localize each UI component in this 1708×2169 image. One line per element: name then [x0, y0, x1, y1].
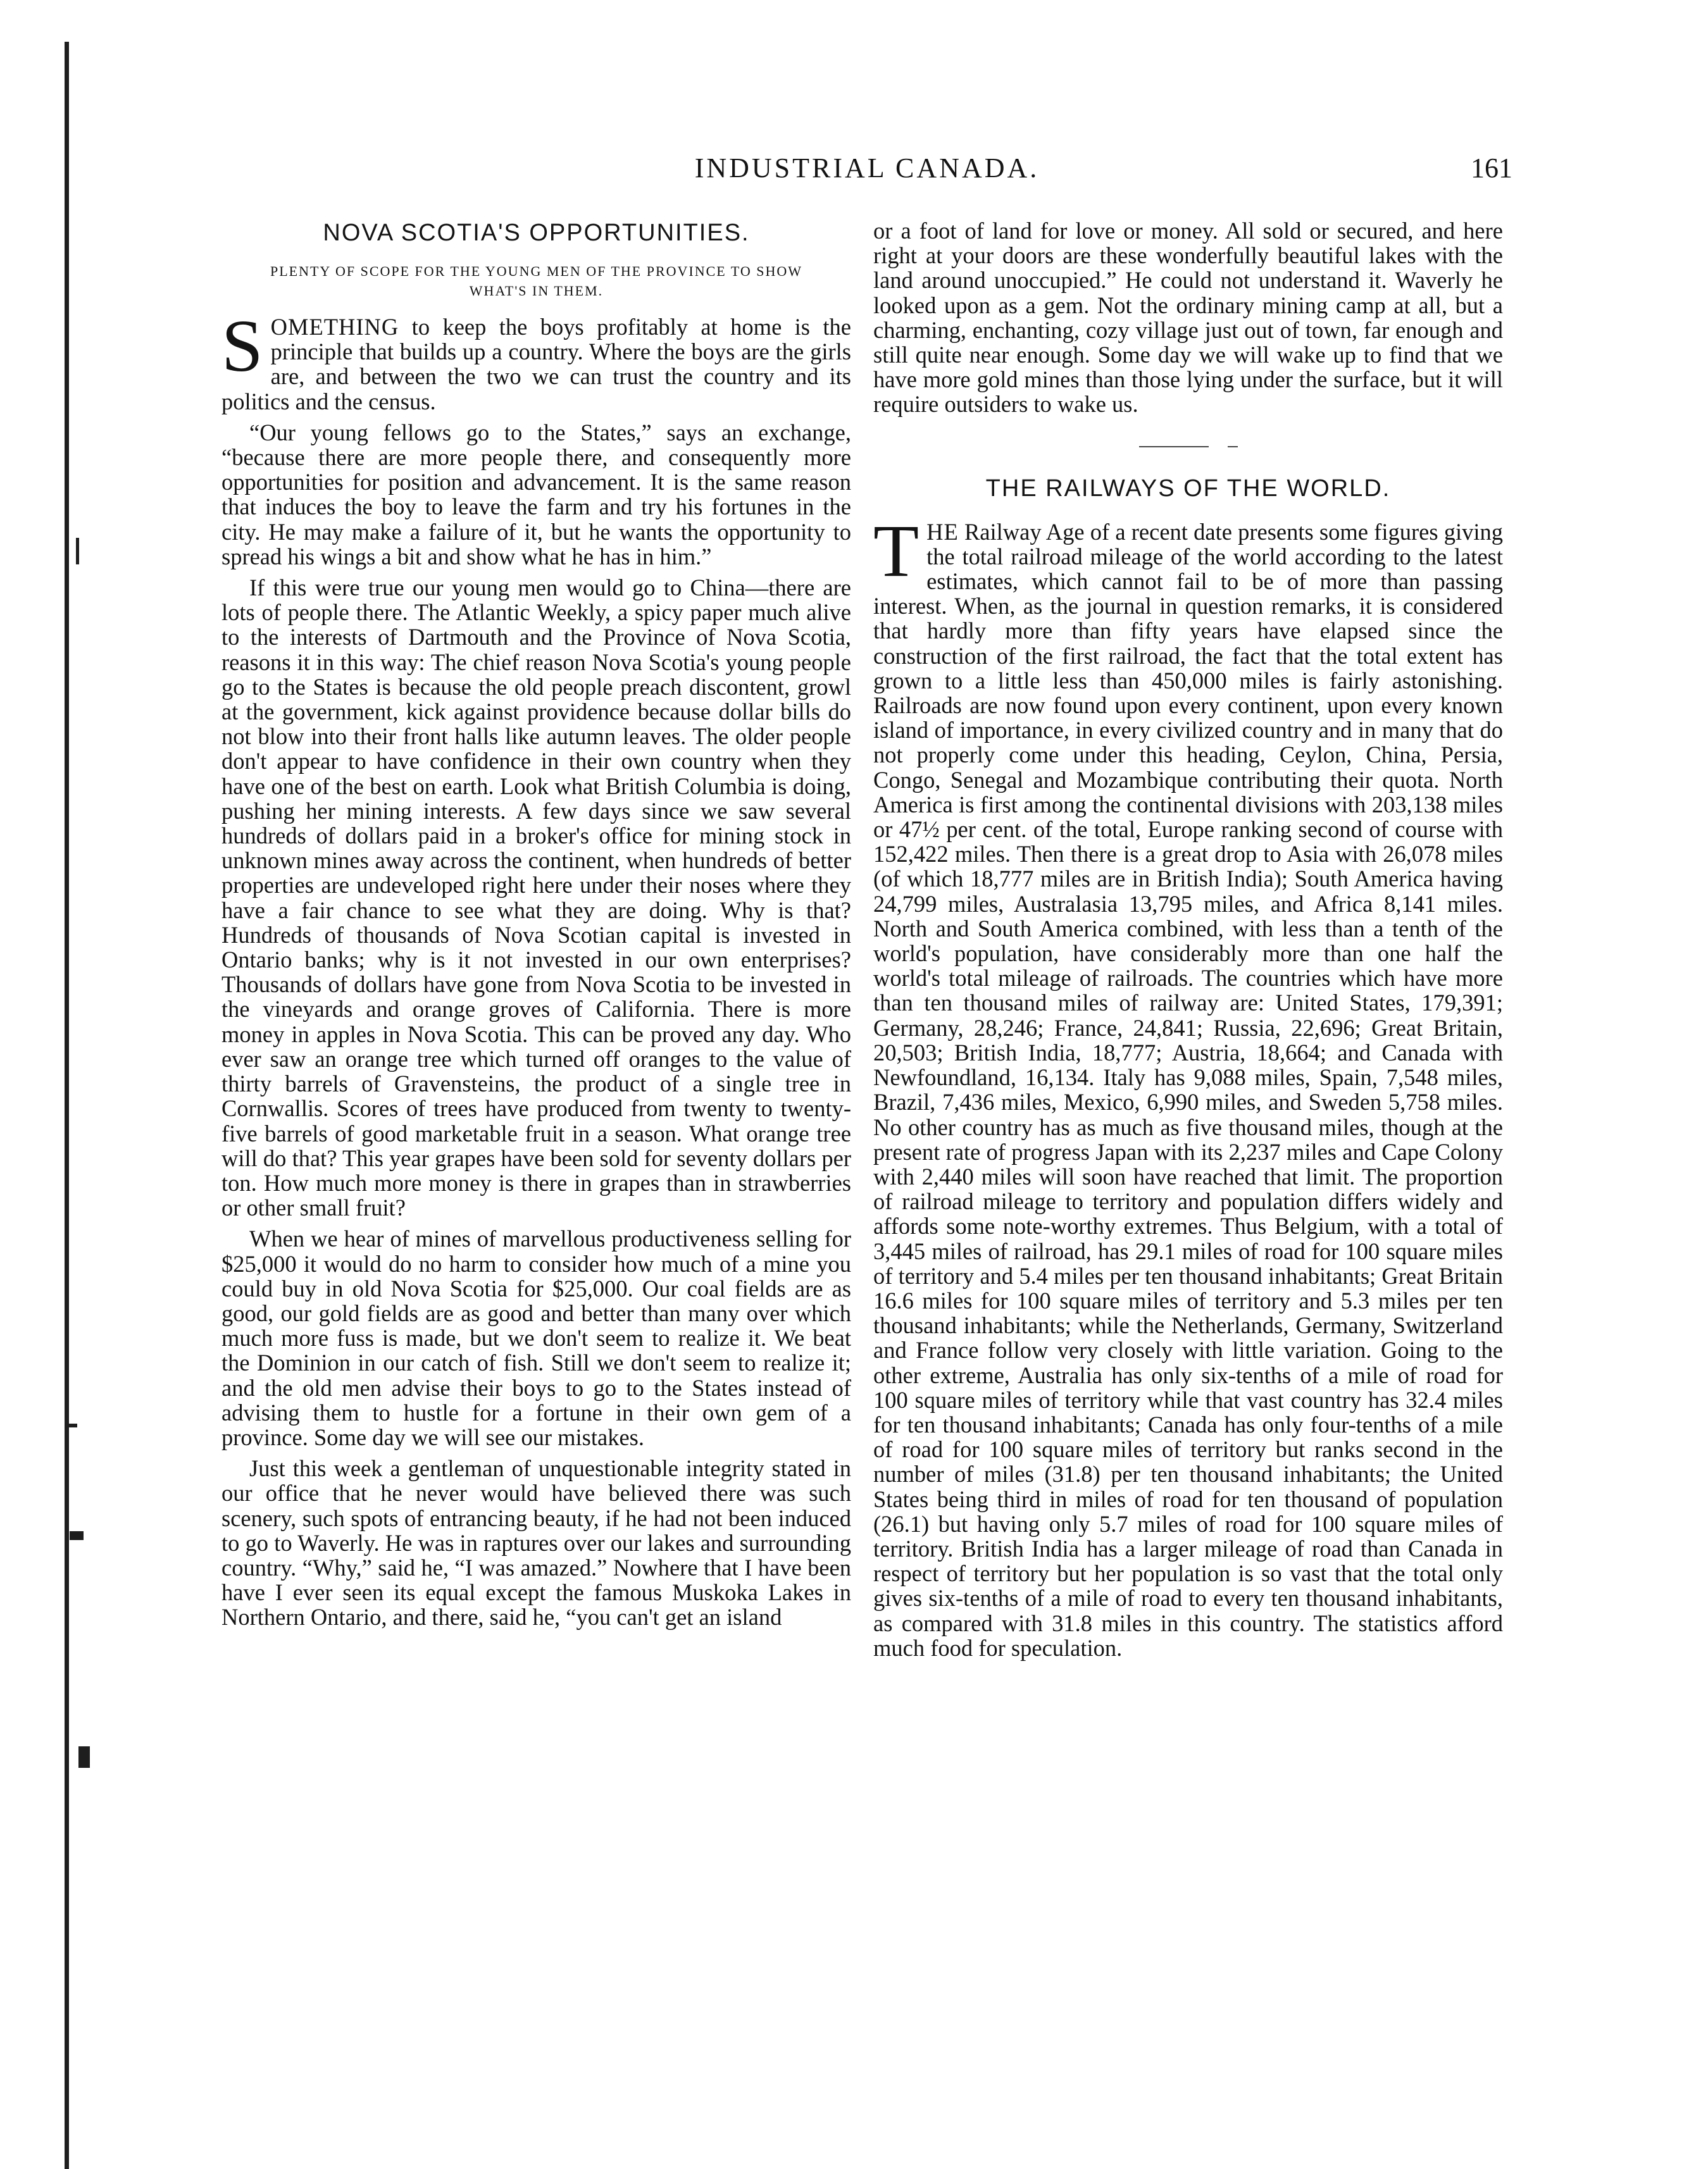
article-paragraph: If this were true our young men would go to China—there are lots of people there. The Atlantic Weekly, a spicy paper much alive to the interests of Dartmouth and the Province of Nova Scotia, reasons it in this way: The chief reason Nova Scotia's young people go to the States is because the old people preach discontent, growl at the government, kick against providence because dollar bills do not blow into their front halls like autumn leaves. The older people don't appear to have confidence in their own country when they have one of the best on earth. Look what British Columbia is doing, pushing her mining interests. A few days since we saw several hundreds of dollars paid in a broker's office for mining stock in unknown mines away across the continent, when hundreds of better properties are undeveloped right here under their noses where they have a fair chance to see what they are doing. Why is that? Hundreds of thousands of Nova Scotian capital is invested in Ontario banks; why is it not invested in our own enterprises? Thousands of dollars have gone from Nova Scotia to be invested in the vineyards and orange groves of California. There is more money in apples in Nova Scotia. This can be proved any day. Who ever saw an orange tree which turned off oranges to the value of thirty barrels of Gravensteins, the product of a single tree in Cornwallis. Scores of trees have produced from twenty to twenty-five barrels of good marketable fruit in a season. What orange tree will do that? This year grapes have been sold for seventy dollars per ton. How much more money is there in grapes than in strawberries or other small fruit?	[221, 575, 851, 1221]
drop-cap: S	[221, 304, 263, 387]
lead-word: OMETHING	[270, 314, 399, 340]
running-header	[221, 152, 1512, 196]
paragraph-text: Railway Age of a recent date presents some figures giving the total railroad mileage of the world according to the latest estimates, which cannot fail to be of more than passing interest. When, as the journal in question remarks, it is considered that hardly more than fifty years have elapsed since the construction of the first railroad, the fact that the total extent has grown to a little less than 450,000 miles is fairly astonishing. Railroads are now found upon every continent, upon every known island of importance, in every civilized country and in many that do not properly come under this heading, Ceylon, China, Persia, Congo, Senegal and Mozambique contributing their quota. North America is first among the continental divisions with 203,138 miles or 47½ per cent. of the total, Europe ranking second of course with 152,422 miles. Then there is a great drop to Asia with 26,078 miles (of which 18,777 miles are in British India); South America having 24,799 miles, Australasia 13,795 miles, and Africa 8,141 miles. North and South America combined, with less than a tenth of the world's population, have considerably more than one half the world's total mileage of railroads. The countries which have more than ten thousand miles of railway are: United States, 179,391; Germany, 28,246; France, 24,841; Russia, 22,696; Great Britain, 20,503; British India, 18,777; Austria, 18,664; and Canada with Newfoundland, 16,134. Italy has 9,088 miles, Spain, 7,548 miles, Brazil, 7,436 miles, Mexico, 6,990 miles, and Sweden 5,758 miles. No other country has as much as five thousand miles, though at the present rate of progress Japan with its 2,237 miles and Cape Colony with 2,440 miles will soon have reached that limit. The proportion of railroad mileage to territory and population differs widely and affords some note-worthy extremes. Thus Belgium, with a total of 3,445 miles of railroad, has 29.1 miles of road for 100 square miles of territory and 5.4 miles per ten thousand inhabitants; Great Britain 16.6 miles for 100 square miles of territory and 5.3 miles per ten thousand inhabitants; while the Netherlands, Germany, Switzerland and France follow very closely with little variation. Going to the other extreme, Australia has only six-tenths of a mile of road for 100 square miles of territory while that vast country has 32.4 miles for ten thousand inhabitants; Canada has only four-tenths of a mile of road for 100 square miles of territory but ranks second in the number of miles (31.8) per ten thousand inhabitants; the United States being third in miles of road for ten thousand of population (26.1) but having only 5.7 miles of road for 100 square miles of territory. British India has a larger mileage of road than Canada in respect of territory but her population is so vast that the total only gives six-tenths of a mile of road to every ten thousand inhabitants, as compared with 31.8 miles in this country. The statistics afford much food for speculation.	[873, 518, 1503, 1661]
article-paragraph	[873, 509, 1503, 1661]
article-paragraph: Just this week a gentleman of unquestionable integrity stated in our office that he never would have believed there was such scenery, such spots of entrancing beauty, if he had not been induced to go to Waverly. He was in raptures over our lakes and surrounding country. “Why,” said he, “I was amazed.” Nowhere that I have been have I ever seen its equal except the famous Muskoka Lakes in Northern Ontario, and there, said he, “you can't get an island	[221, 1455, 851, 1631]
article-title-railways: THE RAILWAYS OF THE WORLD.	[985, 475, 1391, 502]
binding-tick-mark	[76, 538, 79, 564]
lead-word: HE	[926, 518, 959, 545]
binding-tick-mark	[70, 1531, 84, 1540]
binding-tick-mark	[78, 1746, 90, 1768]
drop-cap: T	[873, 509, 919, 592]
article-paragraph	[221, 304, 851, 414]
article-paragraph: “Our young fellows go to the States,” says an exchange, “because there are more people there, and consequently more opportunities for position and advancement. It is the same reason that induces the boy to leave the farm and try his fortunes in the city. He may make a failure of it, but he wants the opportunity to spread his wings a bit and show what he has in him.”	[221, 419, 851, 569]
article-subtitle-nova-scotia: PLENTY OF SCOPE FOR THE YOUNG MEN OF THE PROVINCE TO SHOW WHAT'S IN THEM.	[270, 263, 803, 299]
running-title: INDUSTRIAL CANADA.	[694, 152, 1040, 183]
page-binding-edge	[65, 42, 69, 2169]
section-divider	[873, 432, 1503, 438]
article-paragraph: When we hear of mines of marvellous productiveness selling for $25,000 it would do no harm to consider how much of a mine you could buy in old Nova Scotia for $25,000. Our coal fields are as good, our gold fields are as good and better than many over which much more fuss is made, but we don't seem to realize it. We beat the Dominion in our catch of fish. Still we don't seem to realize it; and the old men advise their boys to go to the States instead of advising them to hustle for a fortune in their own gem of a province. Some day we will see our mistakes.	[221, 1226, 851, 1450]
binding-tick-mark	[68, 1424, 77, 1427]
paragraph-text: to keep the boys profitably at home is the principle that builds up a country. Where the boys are the girls are, and between the two we can trust the country and its politics and the census.	[221, 314, 851, 414]
left-column	[221, 218, 851, 1636]
article-title-nova-scotia: NOVA SCOTIA'S OPPORTUNITIES.	[323, 220, 750, 246]
article-paragraph-continued: or a foot of land for love or money. All sold or secured, and here right at your doors are these wonderfully beautiful lakes with the land around unoccupied.” He could not understand it. Waverly he looked upon as a gem. Not the ordinary mining camp at all, but a charming, enchanting, cozy village just out of town, far enough and still quite near enough. Some day we will wake up to find that we have more gold mines than those lying under the surface, but it will require outsiders to wake us.	[873, 218, 1503, 418]
page-number: 161	[1471, 152, 1512, 183]
right-column	[873, 218, 1503, 1667]
